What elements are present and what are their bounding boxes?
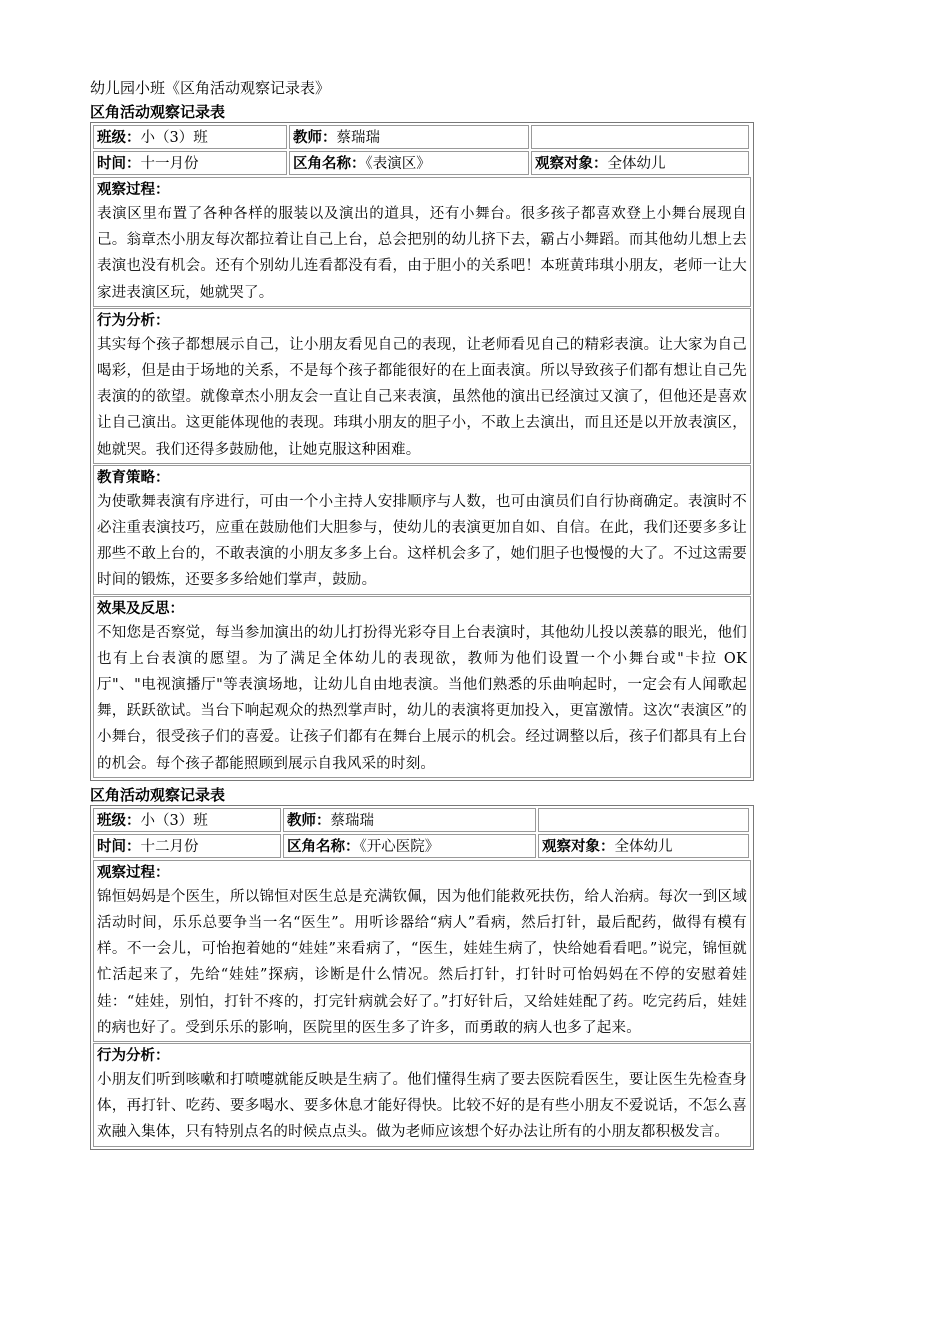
block-label: 行为分析： [97, 312, 170, 329]
block-text: 不知您是否察觉，每当参加演出的幼儿打扮得光彩夺目上台表演时，其他幼儿投以羡慕的眼光，他们也有上台表演的愿望。为了满足全体幼儿的表现欲，教师为他们设置一个小舞台或"卡拉 OK 厅"、"电视演播厅"等表演场地，让幼儿自由地表演。当他们熟悉的乐曲响起时，一定会有人闻歌起舞，跃跃欲试。当台下响起观众的热烈掌声时，幼儿的表演将更加投入，更富激情。这次“表演区”的小舞台，很受孩子们的喜爱。让孩子们都有在舞台上展示的机会。经过调整以后，孩子们都具有上台的机会。每个孩子都能照顾到展示自我风采的时刻。 [97, 624, 747, 772]
target-value: 全体幼儿 [607, 156, 666, 172]
table-row [92, 124, 752, 150]
observation-table [90, 122, 754, 781]
time-label: 时间： [97, 838, 141, 855]
block-label: 观察过程： [97, 864, 170, 881]
area-label: 区角名称： [287, 838, 360, 855]
time-value: 十二月份 [140, 838, 199, 855]
behavior-analysis-block [93, 1043, 751, 1147]
time-cell [93, 151, 287, 175]
block-text: 其实每个孩子都想展示自己，让小朋友看见自己的表现，让老师看见自己的精彩表演。让大家为自己喝彩，但是由于场地的关系，不是每个孩子都能很好的在上面表演。所以导致孩子们都有想让自己先表演的的欲望。就像章杰小朋友会一直让自己来表演，虽然他的演出已经演过又演了，但他还是喜欢让自己演出。这更能体现他的表现。玮琪小朋友的胆子小，不敢上去演出，而且还是以开放表演区，她就哭。我们还得多鼓励他，让她克服这种困难。 [97, 336, 747, 458]
block-label: 效果及反思： [97, 600, 184, 617]
block-text: 锦恒妈妈是个医生，所以锦恒对医生总是充满钦佩，因为他们能救死扶伤，给人治病。每次一到区域活动时间，乐乐总要争当一名“医生”。用听诊器给“病人”看病，然后打针，最后配药，做得有模有样。不一会儿，可怡抱着她的“娃娃”来看病了，“医生，娃娃生病了，快给她看看吧。”说完，锦恒就忙活起来了，先给“娃娃”探病，诊断是什么情况。然后打针，打针时可怡妈妈在不停的安慰着娃娃：“娃娃，别怕，打针不疼的，打完针病就会好了。”打好针后，又给娃娃配了药。吃完药后，娃娃的病也好了。受到乐乐的影响，医院里的医生多了许多，而勇敢的病人也多了起来。 [97, 888, 747, 1036]
target-value: 全体幼儿 [614, 838, 673, 855]
area-value: 《表演区》 [365, 156, 431, 172]
time-cell [93, 834, 281, 858]
target-label: 观察对象： [535, 156, 608, 172]
observation-table [90, 805, 754, 1150]
teacher-label: 教师： [293, 130, 337, 146]
table-row [92, 807, 752, 833]
class-cell [93, 808, 281, 832]
target-cell [531, 151, 749, 175]
area-value: 《开心医院》 [359, 838, 440, 855]
block-label: 观察过程： [97, 182, 170, 198]
teacher-value: 蔡瑞瑞 [336, 130, 380, 146]
behavior-analysis-block [93, 308, 751, 464]
block-text: 表演区里布置了各种各样的服装以及演出的道具，还有小舞台。很多孩子都喜欢登上小舞台展现自己。翁章杰小朋友每次都拉着让自己上台，总会把别的幼儿挤下去，霸占小舞蹈。而其他幼儿想上去表演也没有机会。还有个别幼儿连看都没有看，由于胆小的关系吧！本班黄玮琪小朋友，老师一让大家进表演区玩，她就哭了。 [97, 206, 747, 301]
table-row [92, 833, 752, 859]
empty-cell [531, 125, 749, 149]
section-title: 区角活动观察记录表 [90, 785, 226, 804]
area-cell [283, 834, 536, 858]
effect-reflection-block [93, 596, 751, 778]
block-label: 行为分析： [97, 1048, 170, 1065]
table-row [92, 150, 752, 176]
teacher-cell [283, 808, 536, 832]
class-value: 小（3）班 [140, 130, 208, 146]
class-value: 小（3）班 [140, 812, 208, 829]
section-title: 区角活动观察记录表 [90, 103, 226, 121]
observation-process-block [93, 860, 751, 1042]
document-page [90, 78, 754, 1150]
document-title: 幼儿园小班《区角活动观察记录表》 [90, 79, 331, 97]
block-text: 小朋友们听到咳嗽和打喷嚏就能反映是生病了。他们懂得生病了要去医院看医生，要让医生先检查身体，再打针、吃药、要多喝水、要多休息才能好得快。比较不好的是有些小朋友不爱说话，不怎么喜欢融入集体，只有特别点名的时候点点头。做为老师应该想个好办法让所有的小朋友都积极发言。 [97, 1072, 747, 1141]
class-label: 班级： [97, 130, 141, 146]
empty-cell [538, 808, 749, 832]
teacher-label: 教师： [287, 812, 331, 829]
teacher-cell [289, 125, 529, 149]
time-value: 十一月份 [140, 156, 199, 172]
time-label: 时间： [97, 156, 141, 172]
target-cell [538, 834, 749, 858]
education-strategy-block [93, 465, 751, 595]
area-label: 区角名称： [293, 156, 366, 172]
class-label: 班级： [97, 812, 141, 829]
block-label: 教育策略： [97, 469, 170, 486]
block-text: 为使歌舞表演有序进行，可由一个小主持人安排顺序与人数，也可由演员们自行协商确定。表演时不必注重表演技巧，应重在鼓励他们大胆参与，使幼儿的表演更加自如、自信。在此，我们还要多多让那些不敢上台的，不敢表演的小朋友多多上台。这样机会多了，她们胆子也慢慢的大了。不过这需要时间的锻炼，还要多多给她们掌声，鼓励。 [97, 493, 747, 589]
class-cell [93, 125, 287, 149]
teacher-value: 蔡瑞瑞 [330, 812, 374, 829]
area-cell [289, 151, 529, 175]
target-label: 观察对象： [542, 838, 615, 855]
observation-process-block [93, 177, 751, 307]
